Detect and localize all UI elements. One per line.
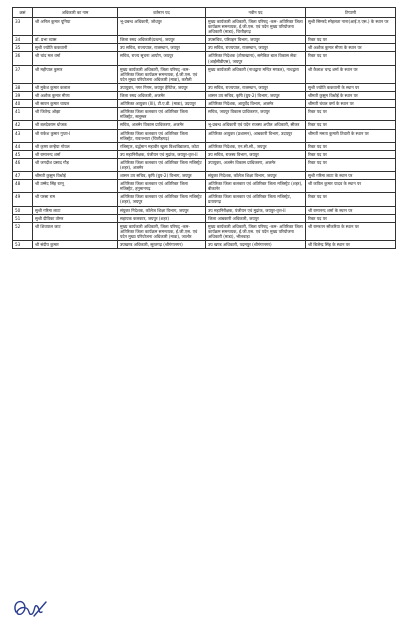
new-post-cell: उपसचिव, परिवहन विभाग, जयपुर — [206, 36, 306, 44]
officer-name-cell: डॉ. प्रभा व्यास — [33, 36, 118, 44]
new-post-cell: अतिरिक्त जिला कलक्टर एवं अतिरिक्त जिला मजिस्ट्रेट (शहर), बीकानेर — [206, 180, 306, 193]
current-post-cell: जिला रसद अधिकारी, अजमेर — [118, 92, 206, 100]
remark-cell: श्री रामरतन सौंकरिया के स्थान पर — [306, 222, 396, 240]
remark-cell: रिक्त पद पर — [306, 193, 396, 206]
new-post-cell: उप सचिव, राज्यपाल, राजस्थान, जयपुर — [206, 44, 306, 52]
table-row — [13, 121, 396, 129]
table-row — [13, 241, 396, 249]
serial-cell: 46 — [13, 158, 33, 171]
new-post-cell: उपायुक्त, अजमेर विकास प्राधिकरण, अजमेर — [206, 158, 306, 171]
current-post-cell: अतिरिक्त जिला कलक्टर एवं अतिरिक्त जिला मजिस्ट्रेट, सलूम्बर — [118, 108, 206, 121]
new-post-cell: जिला आबकारी अधिकारी, जयपुर — [206, 214, 306, 222]
remark-cell: श्री अशोक कुमार मीणा के स्थान पर — [306, 44, 396, 52]
remark-cell: श्रीमती कुसुम विश्नोई के स्थान पर — [306, 92, 396, 100]
remark-cell: सुश्री गरिमा लाटा के स्थान पर — [306, 172, 396, 180]
table-row — [13, 36, 396, 44]
serial-cell: 36 — [13, 52, 33, 65]
serial-cell: 37 — [13, 65, 33, 83]
serial-cell: 45 — [13, 150, 33, 158]
current-post-cell: अतिरिक्त जिला कलक्टर एवं अतिरिक्त जिला मजिस्ट्रेट (शहर), जयपुर — [118, 193, 206, 206]
current-post-cell: रजिस्ट्रार, वर्द्धमान महावीर खुला विश्वविद्यालय, कोटा — [118, 142, 206, 150]
officer-name-cell: श्री सावन कुमार चायल — [33, 100, 118, 108]
serial-cell: 52 — [13, 222, 33, 240]
current-post-cell: शासन उप सचिव, कृषि (ग्रुप-2) विभाग, जयपुर — [118, 172, 206, 180]
current-post-cell: सचिव, अजमेर विकास प्राधिकरण, अजमेर — [118, 121, 206, 129]
officer-name-cell: सुश्री ज्योति ककवानी — [33, 44, 118, 52]
new-post-cell: अतिरिक्त निदेशक, एन.सी.सी., जयपुर — [206, 142, 306, 150]
transfer-table — [12, 7, 396, 249]
officer-name-cell: श्री रामानन्द शर्मा — [33, 150, 118, 158]
remark-cell: रिक्त पद पर — [306, 142, 396, 150]
remark-cell: श्री कपिल कुमार यादव के स्थान पर — [306, 180, 396, 193]
remark-cell: रिक्त पद पर — [306, 36, 396, 44]
remark-cell: रिक्त पद पर — [306, 52, 396, 65]
table-row — [13, 18, 396, 36]
officer-name-cell: श्री महीपाल कुमार — [33, 65, 118, 83]
remark-cell: रिक्त पद पर — [306, 150, 396, 158]
current-post-cell: सहायक कलक्टर, जयपुर (शहर) — [118, 214, 206, 222]
officer-name-cell: श्रीमती कुसुम विश्नोई — [33, 172, 118, 180]
remark-cell: रिक्त पद पर — [306, 121, 396, 129]
remark-cell: श्री रामानन्द शर्मा के स्थान पर — [306, 206, 396, 214]
serial-cell: 35 — [13, 44, 33, 52]
current-post-cell: जिला रसद अधिकारी(प्रथम), जयपुर — [118, 36, 206, 44]
transfer-order-sheet — [12, 7, 395, 249]
table-header-row — [13, 8, 396, 18]
new-post-cell: उप महानिरीक्षक, पंजीयन एवं मुद्रांक, जयपुर-वृत्त-II — [206, 206, 306, 214]
new-post-cell: मुख्य कार्यकारी अधिकारी, जिला परिषद् -कम- अतिरिक्त जिला कार्यक्रम समन्वयक, ई.जी.एस. एवं पदेन मुख्य परियोजना अधिकारी (माडा), चित्तौड़गढ़ — [206, 18, 306, 36]
current-post-cell: मुख्य कार्यकारी अधिकारी, जिला परिषद् -कम- अतिरिक्त जिला कार्यक्रम समन्वयक, ई.जी.एस. एवं पदेन मुख्य परियोजना अधिकारी (माडा), करौली — [118, 65, 206, 83]
current-post-cell: अतिरिक्त जिला कलक्टर एवं अतिरिक्त जिला मजिस्ट्रेट (शहर), अजमेर — [118, 158, 206, 171]
table-row — [13, 180, 396, 193]
table-row — [13, 52, 396, 65]
officer-name-cell: श्री मुकेश कुमार कलाल — [33, 83, 118, 91]
remark-cell: श्रीमती ममता कुमारी तिवारी के स्थान पर — [306, 129, 396, 142]
remark-cell: सुश्री ज्योति ककवानी के स्थान पर — [306, 83, 396, 91]
officer-name-cell: श्री अशोक कुमार मीणा — [33, 92, 118, 100]
table-row — [13, 108, 396, 121]
remark-cell: श्री कैलाश चन्द्र शर्मा के स्थान पर — [306, 65, 396, 83]
new-post-cell: शासन उप सचिव, कृषि (ग्रुप-2) विभाग, जयपुर — [206, 92, 306, 100]
table-row — [13, 214, 396, 222]
current-post-cell: उप सचिव, राज्यपाल, राजस्थान, जयपुर — [118, 44, 206, 52]
current-post-cell: सचिव, राज्य सूचना आयोग, जयपुर — [118, 52, 206, 65]
serial-cell: 42 — [13, 121, 33, 129]
header-remark: टिप्पणी — [306, 8, 396, 18]
officer-name-cell: श्री चांद मल वर्मा — [33, 52, 118, 65]
officer-name-cell: श्री संदीप कुमार — [33, 241, 118, 249]
serial-cell: 53 — [13, 241, 33, 249]
table-row — [13, 172, 396, 180]
current-post-cell: अतिरिक्त आयुक्त (III), टी.ए.डी. (माडा), उदयपुर — [118, 100, 206, 108]
table-row — [13, 65, 396, 83]
new-post-cell: उप सचिव, राजस्व विभाग, जयपुर — [206, 150, 306, 158]
table-row — [13, 206, 396, 214]
officer-name-cell: श्री कृष्ण कन्हैया गोयल — [33, 142, 118, 150]
remark-cell: श्रीमती चंचल वर्मा के स्थान पर — [306, 100, 396, 108]
table-body — [13, 18, 396, 249]
table-row — [13, 222, 396, 240]
serial-cell: 48 — [13, 180, 33, 193]
new-post-cell: मुख्य कार्यकारी अधिकारी (नाथद्वारा मन्दिर मण्डल), नाथद्वारा — [206, 65, 306, 83]
officer-name-cell: श्री जितेन्द्र ओझा — [33, 108, 118, 121]
new-post-cell: अतिरिक्त आयुक्त (प्रशासन), आबकारी विभाग, उदयपुर — [206, 129, 306, 142]
table-row — [13, 129, 396, 142]
serial-cell: 50 — [13, 206, 33, 214]
serial-cell: 49 — [13, 193, 33, 206]
current-post-cell: उपखण्ड अधिकारी, सूरतगढ़ (श्रीगंगानगर) — [118, 241, 206, 249]
new-post-cell: अतिरिक्त जिला कलक्टर एवं अतिरिक्त जिला मजिस्ट्रेट, प्रतापगढ़ — [206, 193, 306, 206]
remark-cell: सुश्री सिमरदे स्नेहलता नाना(आई.ए.एस.) के स्थान पर — [306, 18, 396, 36]
new-post-cell: संयुक्त निदेशक, कॉलेज शिक्षा विभाग, जयपुर — [206, 172, 306, 180]
new-post-cell: सचिव, जयपुर विकास प्राधिकरण, जयपुर — [206, 108, 306, 121]
table-row — [13, 44, 396, 52]
remark-cell: रिक्त पद पर — [306, 158, 396, 171]
officer-name-cell: श्री बलदेवराम धोजक — [33, 121, 118, 129]
officer-name-cell: श्री शिवपाल जाट — [33, 222, 118, 240]
current-post-cell: उपायुक्त, नगर निगम, जयपुर हेरिटेज, जयपुर — [118, 83, 206, 91]
officer-name-cell: श्री अनिल कुमार पूनिया — [33, 18, 118, 36]
remark-cell: रिक्त पद पर — [306, 214, 396, 222]
header-serial: क्रसं — [13, 8, 33, 18]
serial-cell: 51 — [13, 214, 33, 222]
current-post-cell: मुख्य कार्यकारी अधिकारी, जिला परिषद् -कम- अतिरिक्त जिला कार्यक्रम समन्वयक, ई.जी.एस. एवं पदेन मुख्य परियोजना अधिकारी (माडा), जालोर — [118, 222, 206, 240]
table-row — [13, 193, 396, 206]
serial-cell: 41 — [13, 108, 33, 121]
table-row — [13, 83, 396, 91]
table-row — [13, 142, 396, 150]
serial-cell: 34 — [13, 36, 33, 44]
new-post-cell: उप खण्ड अधिकारी, पदमपुर (श्रीगंगानगर) — [206, 241, 306, 249]
officer-name-cell: सुश्री गरिमा लाटा — [33, 206, 118, 214]
current-post-cell: संयुक्त निदेशक, कॉलेज शिक्षा विभाग, जयपुर — [118, 206, 206, 214]
new-post-cell: मुख्य कार्यकारी अधिकारी, जिला परिषद् -कम- अतिरिक्त जिला कार्यक्रम समन्वयक, ई.जी.एस. एवं पदेन मुख्य परियोजना अधिकारी (माडा), भीलवाड़ा — [206, 222, 306, 240]
signature — [10, 594, 50, 622]
new-post-cell: अतिरिक्त निदेशक, आयुर्वेद विभाग, अजमेर — [206, 100, 306, 108]
table-row — [13, 92, 396, 100]
serial-cell: 40 — [13, 100, 33, 108]
new-post-cell: उप सचिव, राज्यपाल, राजस्थान, जयपुर — [206, 83, 306, 91]
current-post-cell: अतिरिक्त जिला कलक्टर एवं अतिरिक्त जिला मजिस्ट्रेट, हनुमानगढ़ — [118, 180, 206, 193]
serial-cell: 47 — [13, 172, 33, 180]
serial-cell: 33 — [13, 18, 33, 36]
remark-cell: श्री बिजेन्द्र सिंह के स्थान पर — [306, 241, 396, 249]
header-new-post: नवीन पद — [206, 8, 306, 18]
table-row — [13, 100, 396, 108]
table-row — [13, 150, 396, 158]
header-officer-name: अधिकारी का नाम — [33, 8, 118, 18]
current-post-cell: उप महानिरीक्षक, पंजीयन एवं मुद्रांक, जयपुर-वृत्त-II — [118, 150, 206, 158]
table-row — [13, 158, 396, 171]
remark-cell: रिक्त पद पर — [306, 108, 396, 121]
current-post-cell: अतिरिक्त जिला कलक्टर एवं अतिरिक्त जिला मजिस्ट्रेट, रावतभाटा (चित्तौड़गढ़) — [118, 129, 206, 142]
new-post-cell: भू-प्रबन्ध अधिकारी एवं पदेन राजस्व अपील अधिकारी, सीकर — [206, 121, 306, 129]
officer-name-cell: सुश्री दीपिका तोमर — [33, 214, 118, 222]
serial-cell: 43 — [13, 129, 33, 142]
serial-cell: 44 — [13, 142, 33, 150]
officer-name-cell: श्री परसा राम — [33, 193, 118, 206]
header-current-post: वर्तमान पद — [118, 8, 206, 18]
officer-name-cell: श्री जगदीश प्रसाद गौड़ — [33, 158, 118, 171]
serial-cell: 38 — [13, 83, 33, 91]
new-post-cell: अतिरिक्त निदेशक (तोषाखाना), समेकित बाल विकास सेवा (आईसीडीएस), जयपुर — [206, 52, 306, 65]
officer-name-cell: श्री राकेश कुमार गुप्ता-I — [33, 129, 118, 142]
current-post-cell: भू-प्रबन्ध अधिकारी, जोधपुर — [118, 18, 206, 36]
serial-cell: 39 — [13, 92, 33, 100]
officer-name-cell: श्री उम्मेद सिंह रतनू — [33, 180, 118, 193]
